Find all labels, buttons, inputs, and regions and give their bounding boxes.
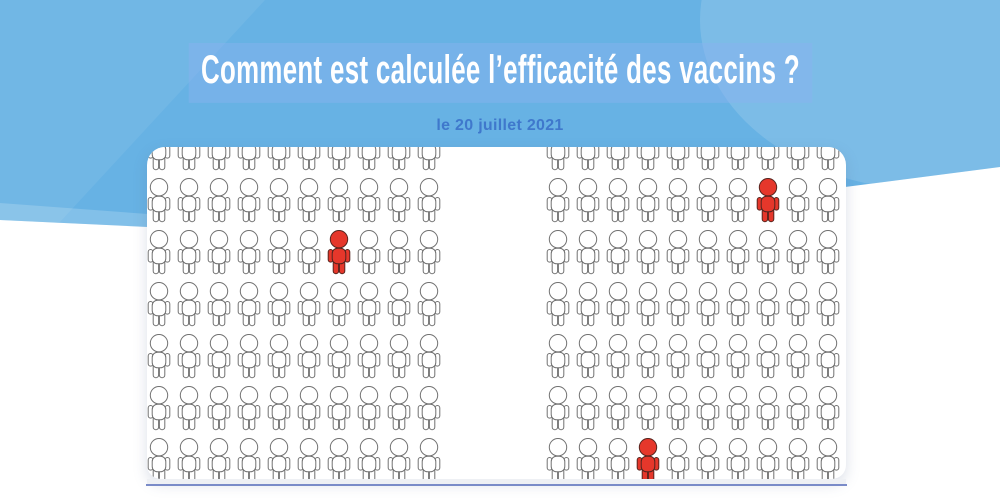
person-icon [547, 283, 569, 326]
person-icon [727, 231, 749, 274]
person-icon [418, 387, 440, 430]
person-icon [388, 439, 410, 480]
person-icon [727, 439, 749, 480]
person-icon [787, 147, 809, 170]
person-icon [547, 335, 569, 378]
person-icon [148, 179, 170, 222]
person-icon [358, 283, 380, 326]
person-icon [238, 231, 260, 274]
person-icon [607, 439, 629, 480]
person-icon [358, 335, 380, 378]
person-icon [757, 147, 779, 170]
person-icon [148, 439, 170, 480]
person-icon [757, 387, 779, 430]
person-icon [817, 335, 839, 378]
person-icon [328, 335, 350, 378]
person-icon [547, 179, 569, 222]
person-icon [388, 335, 410, 378]
person-icon [667, 283, 689, 326]
person-icon [148, 147, 170, 170]
person-icon [238, 387, 260, 430]
person-icon [577, 387, 599, 430]
person-icon [328, 179, 350, 222]
person-icon [238, 147, 260, 170]
person-icon [547, 147, 569, 170]
date-label: le 20 juillet 2021 [436, 117, 564, 134]
person-icon-red [328, 231, 350, 274]
person-icon [667, 179, 689, 222]
pictogram-card [147, 147, 846, 479]
pictogram-group-right [543, 147, 843, 479]
person-icon [358, 147, 380, 170]
person-icon [607, 231, 629, 274]
person-icon [817, 283, 839, 326]
person-icon [298, 387, 320, 430]
title-row [0, 43, 1000, 100]
person-icon [328, 387, 350, 430]
person-icon [208, 231, 230, 274]
person-icon [208, 147, 230, 170]
person-icon [358, 179, 380, 222]
person-icon [388, 179, 410, 222]
person-icon [667, 147, 689, 170]
person-icon [757, 335, 779, 378]
person-icon [148, 387, 170, 430]
person-icon [817, 387, 839, 430]
person-icon [358, 231, 380, 274]
person-icon [577, 283, 599, 326]
person-icon [268, 231, 290, 274]
person-icon [757, 439, 779, 480]
person-icon [787, 179, 809, 222]
person-icon [607, 147, 629, 170]
person-icon [208, 335, 230, 378]
person-icon [328, 439, 350, 480]
person-icon [547, 231, 569, 274]
person-icon [268, 147, 290, 170]
person-icon [268, 439, 290, 480]
person-icon [757, 231, 779, 274]
person-icon [268, 387, 290, 430]
person-icon [727, 387, 749, 430]
person-icon [358, 439, 380, 480]
person-icon [667, 439, 689, 480]
person-icon [418, 283, 440, 326]
person-icon [358, 387, 380, 430]
person-icon [577, 179, 599, 222]
person-icon [298, 179, 320, 222]
person-icon-red [757, 179, 779, 222]
person-icon [727, 147, 749, 170]
person-icon [268, 283, 290, 326]
person-icon [787, 439, 809, 480]
person-icon [148, 231, 170, 274]
person-icon [208, 387, 230, 430]
person-icon [607, 387, 629, 430]
pictogram-group-left [147, 147, 444, 479]
person-icon [238, 283, 260, 326]
person-icon [637, 335, 659, 378]
person-icon [328, 147, 350, 170]
person-icon [757, 283, 779, 326]
person-icon [418, 231, 440, 274]
person-icon [727, 283, 749, 326]
person-icon [577, 147, 599, 170]
person-icon [328, 283, 350, 326]
person-icon [388, 231, 410, 274]
person-icon [178, 439, 200, 480]
person-icon [727, 335, 749, 378]
person-icon [817, 179, 839, 222]
person-icon [817, 231, 839, 274]
person-icon [787, 335, 809, 378]
person-icon [787, 283, 809, 326]
person-icon [298, 283, 320, 326]
person-icon [607, 283, 629, 326]
person-icon [178, 179, 200, 222]
person-icon [787, 231, 809, 274]
person-icon [178, 283, 200, 326]
person-icon [238, 335, 260, 378]
person-icon [208, 439, 230, 480]
person-icon [208, 283, 230, 326]
person-icon [577, 231, 599, 274]
person-icon [697, 439, 719, 480]
person-icon [577, 335, 599, 378]
person-icon [178, 147, 200, 170]
person-icon [637, 283, 659, 326]
person-icon [148, 283, 170, 326]
person-icon [667, 387, 689, 430]
person-icon [727, 179, 749, 222]
person-icon [148, 335, 170, 378]
person-icon [637, 387, 659, 430]
person-icon [787, 387, 809, 430]
card-bottom-divider [146, 484, 847, 486]
person-icon [298, 335, 320, 378]
person-icon [577, 439, 599, 480]
person-icon [208, 179, 230, 222]
person-icon [547, 439, 569, 480]
person-icon [268, 335, 290, 378]
person-icon [817, 147, 839, 170]
person-icon [238, 439, 260, 480]
person-icon [418, 439, 440, 480]
person-icon [547, 387, 569, 430]
person-icon-red [637, 439, 659, 480]
person-icon [178, 387, 200, 430]
person-icon [697, 231, 719, 274]
title-highlight-band [188, 43, 812, 103]
person-icon [667, 335, 689, 378]
person-icon [607, 335, 629, 378]
person-icon [388, 283, 410, 326]
person-icon [697, 179, 719, 222]
person-icon [697, 335, 719, 378]
person-icon [298, 439, 320, 480]
person-icon [388, 387, 410, 430]
person-icon [607, 179, 629, 222]
person-icon [697, 147, 719, 170]
person-icon [388, 147, 410, 170]
person-icon [268, 179, 290, 222]
person-icon [817, 439, 839, 480]
person-icon [418, 147, 440, 170]
person-icon [238, 179, 260, 222]
person-icon [637, 147, 659, 170]
person-icon [178, 335, 200, 378]
page-title: Comment est calculée l’efficacité des vaccins ? [200, 48, 800, 93]
person-icon [637, 231, 659, 274]
person-icon [637, 179, 659, 222]
person-icon [418, 335, 440, 378]
person-icon [418, 179, 440, 222]
person-icon [697, 387, 719, 430]
person-icon [178, 231, 200, 274]
person-icon [697, 283, 719, 326]
date-row [0, 117, 1000, 135]
person-icon [298, 147, 320, 170]
person-icon [667, 231, 689, 274]
person-icon [298, 231, 320, 274]
